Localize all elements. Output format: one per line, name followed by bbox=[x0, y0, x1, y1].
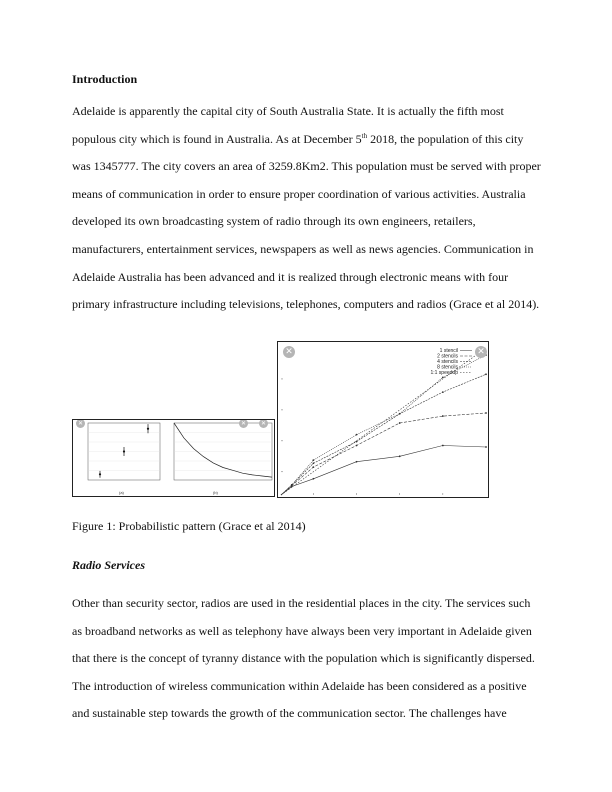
main-series-point bbox=[485, 446, 487, 448]
panel-b-decay-curve bbox=[174, 423, 272, 477]
speedup-chart-svg bbox=[278, 342, 488, 497]
main-series-line bbox=[281, 413, 486, 495]
radio-paragraph: Other than security sector, radios are used in the residential places in the city. The services such as broadband networks as well as telephony have always been very important in Adelaide given that there is the concept of tyranny distance with the population which is significantly dispersed. The introduction of wireless communication within Adelaide has been considered as a positive and sustainable step towards the growth of the communication sector. The challenges have bbox=[72, 596, 535, 721]
main-series-line bbox=[281, 355, 486, 495]
main-series-line bbox=[281, 446, 486, 496]
intro-text-part2: 2018, the population of this city was 1345777. The city covers an area of 3259.8Km2. This population must be served with proper means of communication in order to ensure proper coordination of various activities. Australia developed its own broadcasting system of radio through its own engineers, retailers, manufacturers, entertainment services, newspapers as well as news agencies. Communication in Adelaide Australia has been advanced and it is realized through electronic means with four primary infrastructure including televisions, telephones, computers and radios (Grace et al 2014). bbox=[72, 131, 541, 312]
main-series-point bbox=[356, 461, 358, 463]
panel-b-label: (b) bbox=[213, 490, 218, 495]
close-icon-panel-b1[interactable]: ✕ bbox=[240, 420, 247, 427]
close-icon-main[interactable]: ✕ bbox=[283, 346, 295, 358]
main-legend-label: 1 stencil bbox=[439, 348, 458, 354]
main-series-point bbox=[442, 445, 444, 447]
main-series-point bbox=[399, 422, 401, 424]
main-series-point bbox=[442, 377, 444, 379]
panel-b-grid bbox=[174, 433, 272, 471]
main-series-point bbox=[399, 455, 401, 457]
main-series-point bbox=[485, 373, 487, 375]
section-heading-introduction: Introduction bbox=[72, 72, 138, 86]
panel-a-point bbox=[123, 450, 125, 452]
main-series-point bbox=[399, 413, 401, 415]
main-series-point bbox=[442, 391, 444, 393]
main-series-point bbox=[312, 466, 314, 468]
section-heading-radio-services: Radio Services bbox=[72, 558, 145, 572]
small-panels-svg bbox=[73, 420, 274, 496]
main-series-point bbox=[312, 462, 314, 464]
main-series-point bbox=[356, 434, 358, 436]
close-icon-main-right[interactable]: ✕ bbox=[475, 346, 487, 358]
panel-a-point bbox=[99, 473, 101, 475]
close-icon-panel-a[interactable]: ✕ bbox=[77, 420, 84, 427]
main-series-point bbox=[356, 441, 358, 443]
close-icon-panel-b2[interactable]: ✕ bbox=[260, 420, 267, 427]
panel-a-point bbox=[147, 428, 149, 430]
main-series-point bbox=[485, 412, 487, 414]
main-series-point bbox=[312, 478, 314, 480]
figure-caption: Figure 1: Probabilistic pattern (Grace et al 2014) bbox=[72, 519, 306, 533]
main-legend-label: 2 stencils bbox=[437, 353, 458, 360]
main-legend-label: 4 stencils bbox=[437, 359, 458, 365]
figure-speedup-chart bbox=[277, 341, 489, 498]
main-series-line bbox=[281, 374, 486, 495]
intro-paragraph bbox=[72, 98, 542, 319]
main-series-point bbox=[291, 484, 293, 486]
main-series-point bbox=[312, 459, 314, 461]
intro-text-part1: Adelaide is apparently the capital city of South Australia State. It is actually the fifth most populous city which is found in Australia. As at December 5 bbox=[72, 104, 504, 146]
main-legend-label: 8 stencils bbox=[437, 364, 458, 371]
panel-a-label: (a) bbox=[119, 490, 124, 495]
intro-superscript: th bbox=[361, 131, 368, 140]
panel-a-points bbox=[99, 424, 149, 478]
main-chart-legend bbox=[430, 348, 472, 376]
main-series-point bbox=[356, 445, 358, 447]
figure-small-panels bbox=[72, 419, 275, 497]
main-legend-label: 1:1 speedup bbox=[430, 370, 458, 376]
main-series-point bbox=[442, 415, 444, 417]
